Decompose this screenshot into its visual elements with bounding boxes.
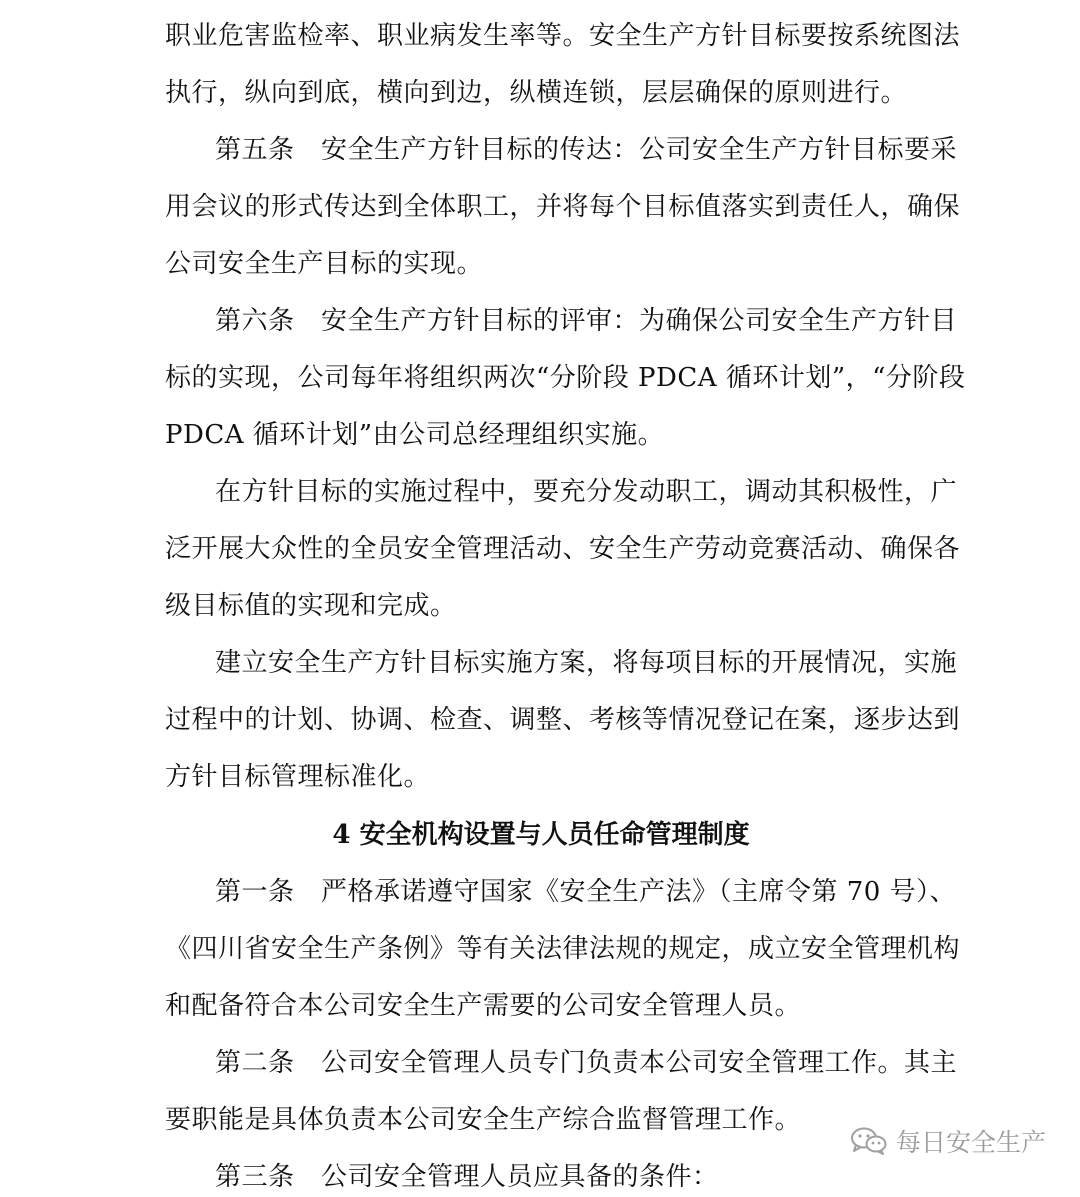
article-2-line: 第二条 公司安全管理人员专门负责本公司安全管理工作。其主 xyxy=(215,1048,958,1078)
paragraph-line: 标的实现，公司每年将组织两次“分阶段 PDCA 循环计划”，“分阶段 xyxy=(165,363,966,393)
section-heading: 4 安全机构设置与人员任命管理制度 xyxy=(332,820,750,850)
paragraph-line: 用会议的形式传达到全体职工，并将每个目标值落实到责任人，确保 xyxy=(165,192,961,222)
paragraph-line: 执行，纵向到底，横向到边，纵横连锁，层层确保的原则进行。 xyxy=(165,78,908,108)
paragraph-line: 公司安全生产目标的实现。 xyxy=(165,249,484,279)
paragraph-line: 级目标值的实现和完成。 xyxy=(165,591,457,621)
article-5-line: 第五条 安全生产方针目标的传达：公司安全生产方针目标要采 xyxy=(215,135,958,165)
paragraph-line: 《四川省安全生产条例》等有关法律法规的规定，成立安全管理机构 xyxy=(165,934,961,964)
paragraph-line: PDCA 循环计划”由公司总经理组织实施。 xyxy=(165,420,665,450)
paragraph-line: 过程中的计划、协调、检查、调整、考核等情况登记在案，逐步达到 xyxy=(165,705,961,735)
paragraph-line: 建立安全生产方针目标实施方案，将每项目标的开展情况，实施 xyxy=(215,648,958,678)
paragraph-line: 和配备符合本公司安全生产需要的公司安全管理人员。 xyxy=(165,991,802,1021)
paragraph-line: 要职能是具体负责本公司安全生产综合监督管理工作。 xyxy=(165,1105,802,1135)
watermark xyxy=(850,1125,1046,1157)
article-3-line: 第三条 公司安全管理人员应具备的条件： xyxy=(215,1162,719,1192)
paragraph-line: 泛开展大众性的全员安全管理活动、安全生产劳动竞赛活动、确保各 xyxy=(165,534,961,564)
article-1-line: 第一条 严格承诺遵守国家《安全生产法》（主席令第 70 号）、 xyxy=(215,877,957,907)
paragraph-line: 职业危害监检率、职业病发生率等。安全生产方针目标要按系统图法 xyxy=(165,21,961,51)
watermark-text: 每日安全生产 xyxy=(895,1128,1046,1157)
paragraph-line: 方针目标管理标准化。 xyxy=(165,762,431,792)
paragraph-line: 在方针目标的实施过程中，要充分发动职工，调动其积极性，广 xyxy=(215,477,958,507)
wechat-icon xyxy=(850,1126,888,1156)
article-6-line: 第六条 安全生产方针目标的评审：为确保公司安全生产方针目 xyxy=(215,306,958,336)
